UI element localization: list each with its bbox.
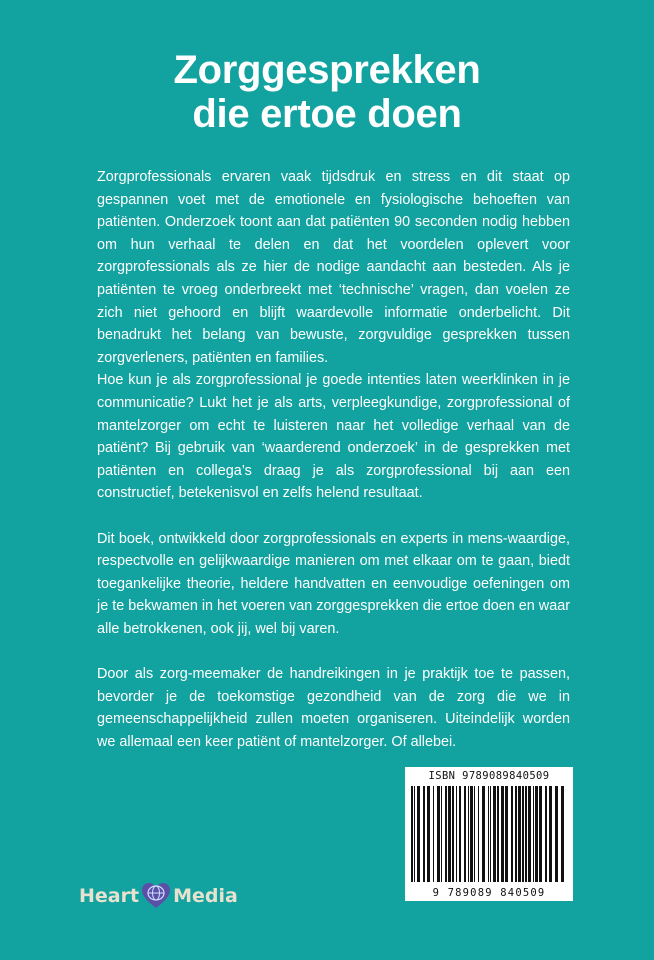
barcode-bar xyxy=(478,786,479,882)
title-line-1: Zorggesprekken xyxy=(173,48,481,92)
barcode-bar xyxy=(555,786,558,882)
barcode-bar xyxy=(533,786,534,882)
barcode-bar xyxy=(505,786,508,882)
barcode-bar xyxy=(539,786,542,882)
barcode-bar xyxy=(448,786,451,882)
barcode-bar xyxy=(411,786,413,882)
barcode-bar xyxy=(427,786,430,882)
paragraph-3: Dit boek, ontwikkeld door zorgprofessionals en experts in mens-waardige, respectvolle en gelijkwaardige manieren om met elkaar om te gaan, biedt toegankelijke theorie, heldere handvatten en eenvoudige oefeningen om je te bekwamen in het voeren van zorggesprekken die ertoe doen en waar alle betrokkenen, ook jij, wel bij varen. xyxy=(97,530,570,637)
barcode-bars xyxy=(411,786,567,882)
book-title xyxy=(0,48,654,136)
barcode-bar xyxy=(545,786,547,882)
paragraph-4: Door als zorg-meemaker de handreikingen in je praktijk toe te passen, bevorder je de toekomstige gezondheid van de zorg die we in gemeenschappelijkheid zullen moeten organiseren. Uiteindelijk worden we allemaal een keer patiënt of mantelzorger. Of allebei. xyxy=(97,666,570,750)
barcode-bar xyxy=(561,786,564,882)
isbn-label: ISBN 9789089840509 xyxy=(428,770,550,782)
barcode-bar xyxy=(501,786,504,882)
barcode-bar xyxy=(515,786,517,882)
barcode-bar xyxy=(511,786,513,882)
barcode-bar xyxy=(414,786,415,882)
barcode-bar xyxy=(441,786,442,882)
barcode-bar xyxy=(490,786,491,882)
paragraph-1: Zorgprofessionals ervaren vaak tijdsdruk en stress en dit staat op gespannen voet met de emotionele en fysiologische behoeften van patiënten. Onderzoek toont aan dat patiënten 90 seconden nodig hebben om hun verhaal te delen en dat het voordelen oplevert voor zorgprofessionals als ze hier de nodige aandacht aan besteden. Als je patiënten te vroeg onderbreekt met ‘technische’ vragen, dan voelen ze zich niet gehoord en blijft waardevolle informatie onderbelicht. Dit benadrukt het belang van bewuste, zorgvuldige gesprekken tussen zorgverleners, patiënten en families. xyxy=(97,169,570,366)
barcode-bar xyxy=(474,786,475,882)
barcode-bar xyxy=(493,786,496,882)
barcode-bar xyxy=(459,786,461,882)
barcode-bar xyxy=(525,786,527,882)
publisher-name-left: Heart xyxy=(79,885,140,907)
barcode-bar xyxy=(437,786,440,882)
barcode-bar xyxy=(549,786,552,882)
barcode-bar xyxy=(497,786,499,882)
barcode-bar xyxy=(468,786,469,882)
barcode-bar xyxy=(452,786,454,882)
barcode-bar xyxy=(482,786,485,882)
barcode-bar xyxy=(522,786,524,882)
barcode-bar xyxy=(456,786,457,882)
barcode-bar xyxy=(518,786,521,882)
barcode-bar xyxy=(433,786,434,882)
heart-globe-icon xyxy=(141,882,171,910)
barcode-bar xyxy=(423,786,425,882)
barcode-bar xyxy=(445,786,447,882)
barcode-bar xyxy=(464,786,466,882)
publisher-logo xyxy=(79,879,238,913)
barcode-bar xyxy=(417,786,420,882)
back-cover-text xyxy=(97,166,570,753)
barcode-bar xyxy=(535,786,538,882)
publisher-name-right: Media xyxy=(173,885,238,907)
barcode-bar xyxy=(470,786,473,882)
title-line-2: die ertoe doen xyxy=(192,92,462,136)
paragraph-2: Hoe kun je als zorgprofessional je goede intenties laten weerklinken in je communicatie? Lukt het je als arts, verpleegkundige, zorgprofessional of mantelzorger om echt te luisteren naar het volledige verhaal van de patiënt? Bij gebruik van ‘waarderend onderzoek’ in de gesprekken met patiënten en collega’s draag je als zorgprofessional bij aan een constructief, betekenisvol en zelfs helend resultaat. xyxy=(97,372,570,502)
isbn-barcode xyxy=(405,767,573,901)
barcode-bar xyxy=(528,786,531,882)
barcode-number: 9 789089 840509 xyxy=(432,887,546,899)
barcode-bar xyxy=(488,786,489,882)
